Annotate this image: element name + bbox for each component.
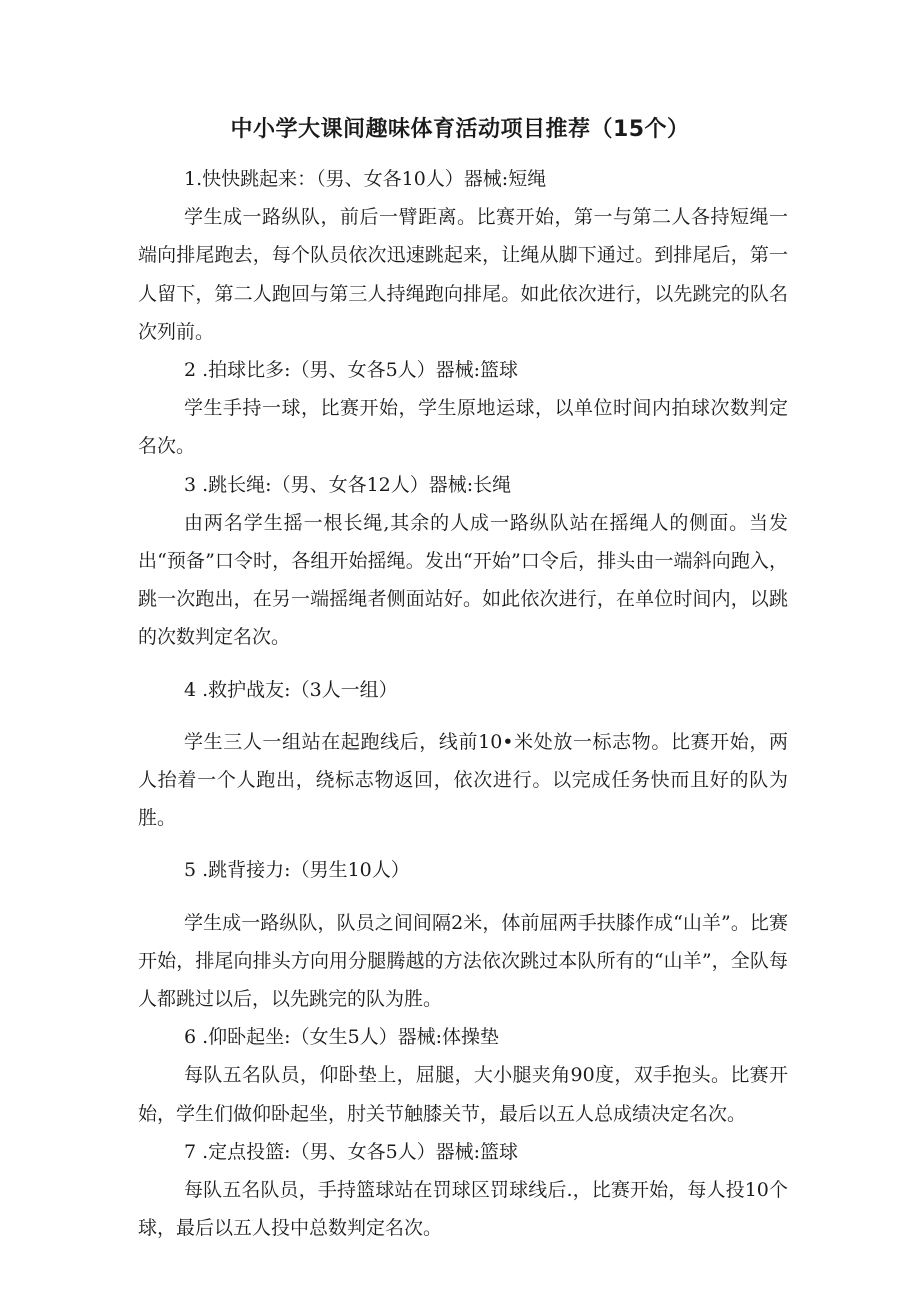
section-7-body: 每队五名队员，手持篮球站在罚球区罚球线后.，比赛开始，每人投10个球，最后以五人投中总数判定名次。 xyxy=(138,1179,788,1240)
section-3-heading: 3 .跳长绳:（男、女各12人）器械:长绳 xyxy=(184,473,512,496)
section-6-body: 每队五名队员，仰卧垫上，屈腿，大小腿夹角90度，双手抱头。比赛开始，学生们做仰卧起坐，肘关节触膝关节，最后以五人总成绩决定名次。 xyxy=(138,1064,788,1125)
section-2-body: 学生手持一球，比赛开始，学生原地运球，以单位时间内拍球次数判定名次。 xyxy=(138,397,788,458)
section-4-heading: 4 .救护战友:（3人一组） xyxy=(184,678,398,701)
section-5-body: 学生成一路纵队，队员之间间隔2米，体前屈两手扶膝作成“山羊”。比赛开始，排尾向排头方向用分腿腾越的方法依次跳过本队所有的“山羊”，全队每人都跳过以后，以先跳完的队为胜。 xyxy=(138,911,788,1011)
section-1-heading: 1.快快跳起来：（男、女各10人）器械:短绳 xyxy=(184,168,547,190)
section-5-heading: 5 .跳背接力:（男生10人） xyxy=(184,859,410,882)
section-3-body: 由两名学生摇一根长绳,其余的人成一路纵队站在摇绳人的侧面。当发出“预备”口令时，各组开始摇绳。发出“开始”口令后，排头由一端斜向跑入，跳一次跑出，在另一端摇绳者侧面站好。如此依次进行，在单位时间内，以跳的次数判定名次。 xyxy=(138,511,788,649)
document-title: 中小学大课间趣味体育活动项目推荐（15个） xyxy=(230,117,690,142)
section-2-heading: 2 .拍球比多:（男、女各5人）器械:篮球 xyxy=(184,359,519,382)
section-4-body: 学生三人一组站在起跑线后，线前10•米处放一标志物。比赛开始，两人抬着一个人跑出，绕标志物返回，依次进行。以完成任务快而且好的队为胜。 xyxy=(138,730,788,830)
section-1-body: 学生成一路纵队，前后一臂距离。比赛开始，第一与第二人各持短绳一端向排尾跑去，每个队员依次迅速跳起来，让绳从脚下通过。到排尾后，第一人留下，第二人跑回与第三人持绳跑向排尾。如此依次进行，以先跳完的队名次列前。 xyxy=(138,206,788,343)
section-6-heading: 6 .仰卧起坐:（女生5人）器械:体操垫 xyxy=(184,1026,500,1049)
section-7-heading: 7 .定点投篮:（男、女各5人）器械:篮球 xyxy=(184,1140,519,1163)
document-body xyxy=(138,160,788,1247)
